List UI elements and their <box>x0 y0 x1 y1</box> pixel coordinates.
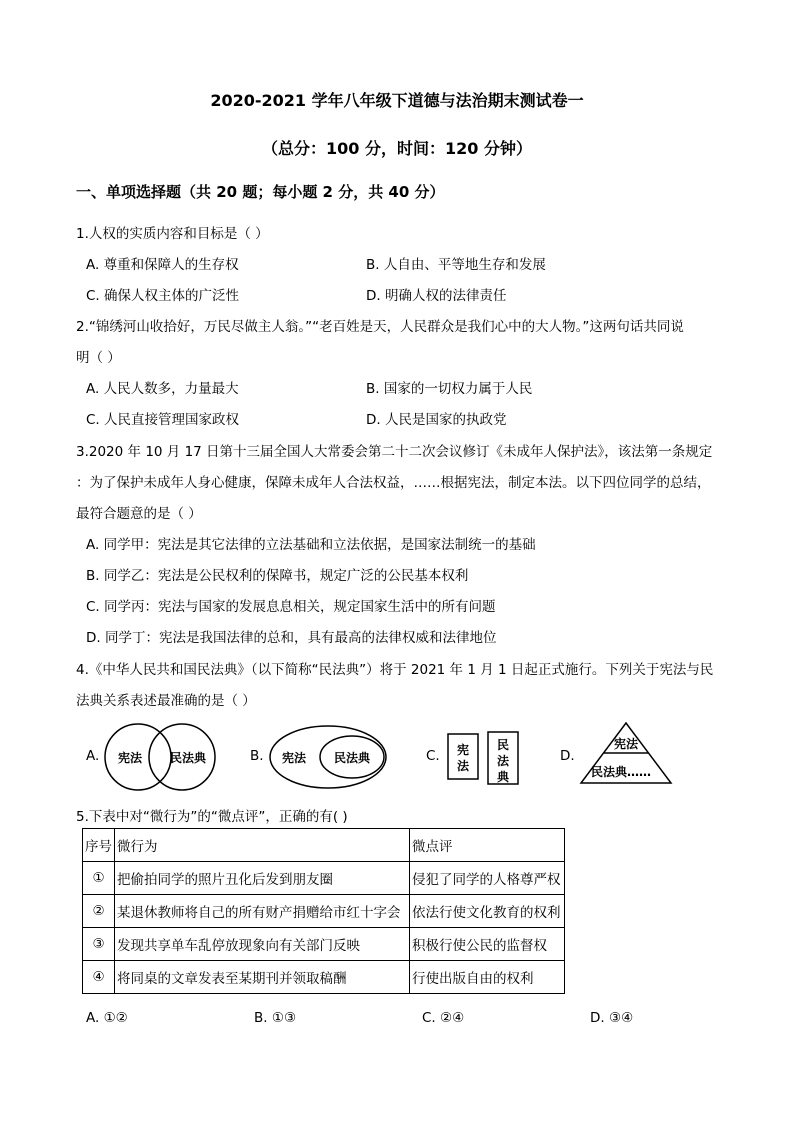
box-label-constitution-char1: 宪 <box>457 743 470 757</box>
behavior-comment-table <box>82 828 565 994</box>
table-row <box>83 961 565 994</box>
question-2-option-a[interactable]: A. 人民人数多，力量最大 <box>86 381 239 397</box>
box-label-civil-char1: 民 <box>497 738 510 752</box>
venn-diagram-nested <box>268 724 393 790</box>
question-4-stem-line1: 4.《中华人民共和国民法典》（以下简称“民法典”）将于 2021 年 1 月 1 日起正式施行。下列关于宪法与民 <box>76 662 714 678</box>
question-2-option-b[interactable]: B. 国家的一切权力属于人民 <box>366 381 533 397</box>
question-1-option-b[interactable]: B. 人自由、平等地生存和发展 <box>366 257 546 273</box>
page-title: 2020-2021 学年八年级下道德与法治期末测试卷一 <box>210 91 584 110</box>
table-header-index: 序号 <box>83 829 115 862</box>
table-row <box>83 928 565 961</box>
table-header-comment: 微点评 <box>410 829 565 862</box>
question-5-option-d[interactable]: D. ③④ <box>590 1010 634 1026</box>
question-3-stem-line2: ：为了保护未成年人身心健康，保障未成年人合法权益，……根据宪法，制定本法。以下四位同学的总结， <box>76 475 711 491</box>
question-5-option-b[interactable]: B. ①③ <box>254 1010 297 1026</box>
question-5-stem: 5.下表中对“微行为”的“微点评”，正确的有( ) <box>76 809 348 825</box>
question-4-option-d[interactable]: D. <box>560 748 575 764</box>
table-header-behavior: 微行为 <box>115 829 410 862</box>
table-row <box>83 895 565 928</box>
section-heading: 一、单项选择题（共 20 题；每小题 2 分，共 40 分） <box>76 183 445 201</box>
side-by-side-boxes <box>444 728 526 786</box>
table-cell-comment: 依法行使文化教育的权利 <box>410 895 565 928</box>
question-1-option-a[interactable]: A. 尊重和保障人的生存权 <box>86 257 239 273</box>
question-2-stem-line2: 明（ ） <box>76 350 121 366</box>
question-2-option-d[interactable]: D. 人民是国家的执政党 <box>366 412 507 428</box>
venn-b-label-civil-code: 民法典 <box>334 751 371 765</box>
question-3-option-b[interactable]: B. 同学乙：宪法是公民权利的保障书，规定广泛的公民基本权利 <box>86 568 469 584</box>
question-3-stem-line1: 3.2020 年 10 月 17 日第十三届全国人大常委会第二十二次会议修订《未成年人保护法》，该法第一条规定 <box>76 444 713 460</box>
table-cell-behavior: 把偷拍同学的照片丑化后发到朋友圈 <box>115 862 410 895</box>
question-1-option-d[interactable]: D. 明确人权的法律责任 <box>366 288 507 304</box>
box-label-civil-char3: 典 <box>497 770 510 784</box>
table-header-row <box>83 829 565 862</box>
table-cell-index: ③ <box>83 928 115 961</box>
question-5-option-a[interactable]: A. ①② <box>86 1010 128 1026</box>
page-subtitle: （总分：100 分，时间：120 分钟） <box>262 139 532 158</box>
question-4-stem-line2: 法典关系表述最准确的是（ ） <box>76 693 256 709</box>
table-cell-comment: 积极行使公民的监督权 <box>410 928 565 961</box>
venn-a-label-constitution: 宪法 <box>118 751 143 765</box>
question-3-option-d[interactable]: D. 同学丁：宪法是我国法律的总和，具有最高的法律权威和法律地位 <box>86 630 497 646</box>
question-3-option-c[interactable]: C. 同学丙：宪法与国家的发展息息相关，规定国家生活中的所有问题 <box>86 599 496 615</box>
question-2-option-c[interactable]: C. 人民直接管理国家政权 <box>86 412 240 428</box>
question-4-option-a[interactable]: A. <box>86 748 100 764</box>
venn-b-label-constitution: 宪法 <box>282 751 307 765</box>
table-cell-behavior: 发现共享单车乱停放现象向有关部门反映 <box>115 928 410 961</box>
question-3-stem-line3: 最符合题意的是（ ） <box>76 506 202 522</box>
question-4-option-b[interactable]: B. <box>250 748 264 764</box>
question-2-stem-line1: 2.“锦绣河山收拾好，万民尽做主人翁。”“老百姓是天，人民群众是我们心中的大人物。”这两句话共同说 <box>76 319 684 335</box>
question-5-option-c[interactable]: C. ②④ <box>422 1010 465 1026</box>
question-1-option-c[interactable]: C. 确保人权主体的广泛性 <box>86 288 240 304</box>
box-label-civil-char2: 法 <box>497 754 510 768</box>
box-label-constitution-char2: 法 <box>457 759 470 773</box>
table-cell-index: ④ <box>83 961 115 994</box>
question-1-stem: 1.人权的实质内容和目标是（ ） <box>76 226 269 242</box>
pyramid-diagram <box>578 720 674 786</box>
pyramid-label-constitution: 宪法 <box>614 737 639 751</box>
table-row <box>83 862 565 895</box>
question-3-option-a[interactable]: A. 同学甲：宪法是其它法律的立法基础和立法依据，是国家法制统一的基础 <box>86 537 536 553</box>
venn-a-label-civil-code: 民法典 <box>170 751 207 765</box>
pyramid-label-civil-code: 民法典…… <box>591 765 652 779</box>
table-cell-behavior: 某退休教师将自己的所有财产捐赠给市红十字会 <box>115 895 410 928</box>
table-cell-index: ② <box>83 895 115 928</box>
question-4-option-c[interactable]: C. <box>426 748 440 764</box>
table-cell-behavior: 将同桌的文章发表至某期刊并领取稿酬 <box>115 961 410 994</box>
venn-diagram-overlap <box>98 722 248 792</box>
table-cell-comment: 侵犯了同学的人格尊严权 <box>410 862 565 895</box>
table-cell-comment: 行使出版自由的权利 <box>410 961 565 994</box>
table-cell-index: ① <box>83 862 115 895</box>
